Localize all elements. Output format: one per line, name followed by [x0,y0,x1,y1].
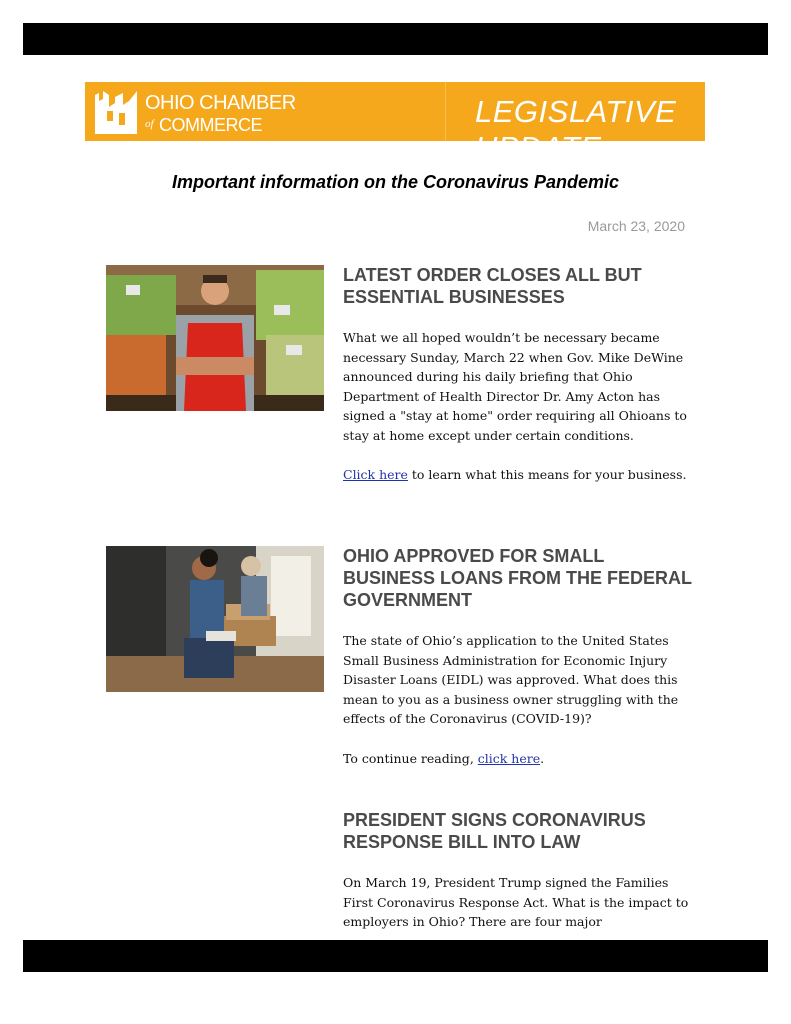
article-heading: LATEST ORDER CLOSES ALL BUT ESSENTIAL BUSINESSES [343,265,642,307]
bottom-black-bar [23,940,768,972]
ohio-chamber-logo-icon [93,89,139,136]
article-sba-loans [343,545,693,768]
article-body: The state of Ohio’s application to the United States Small Business Administration for Economic Injury Disaster Loans (EIDL) was approved. What does this mean to you as a business owner struggling with the effects of the Coronavirus (COVID-19)? [343,633,679,726]
article-body: What we all hoped wouldn’t be necessary became necessary Sunday, March 22 when Gov. Mike DeWine announced during his daily briefing that Ohio Department of Health Director Dr. Amy Acton has signed a "stay at home" order requiring all Ohioans to stay at home except under certain conditions. [343,330,687,443]
banner-headline: LEGISLATIVE UPDATE [475,94,677,165]
org-name-line2: COMMERCE [159,115,262,135]
org-name-of: of [145,118,154,130]
link-leading-text: To continue reading, [343,750,478,766]
grocer-photo [106,265,324,411]
article-heading: PRESIDENT SIGNS CORONAVIRUS RESPONSE BILL INTO LAW [343,810,646,852]
click-here-link[interactable]: Click here [343,467,408,482]
banner-divider [445,82,446,141]
page-title: Important information on the Coronavirus Pandemic [171,172,620,192]
top-black-bar [23,23,768,55]
article-heading: OHIO APPROVED FOR SMALL BUSINESS LOANS FROM THE FEDERAL GOVERNMENT [343,546,692,610]
header-banner [85,82,705,165]
link-trailing-text: . [540,750,545,766]
article-response-bill [343,809,693,932]
small-business-photo [106,546,324,692]
article-body: On March 19, President Trump signed the Families First Coronavirus Response Act. What is the impact to employers in Ohio? There are four major [343,875,689,929]
article-stay-at-home [343,264,693,485]
org-name-line1: OHIO CHAMBER [145,92,296,114]
click-here-link[interactable]: click here [477,750,541,766]
article-link-line [343,749,693,769]
article-link-line [343,465,693,485]
link-trailing-text: to learn what this means for your business. [407,467,687,482]
issue-date: March 23, 2020 [587,218,685,234]
